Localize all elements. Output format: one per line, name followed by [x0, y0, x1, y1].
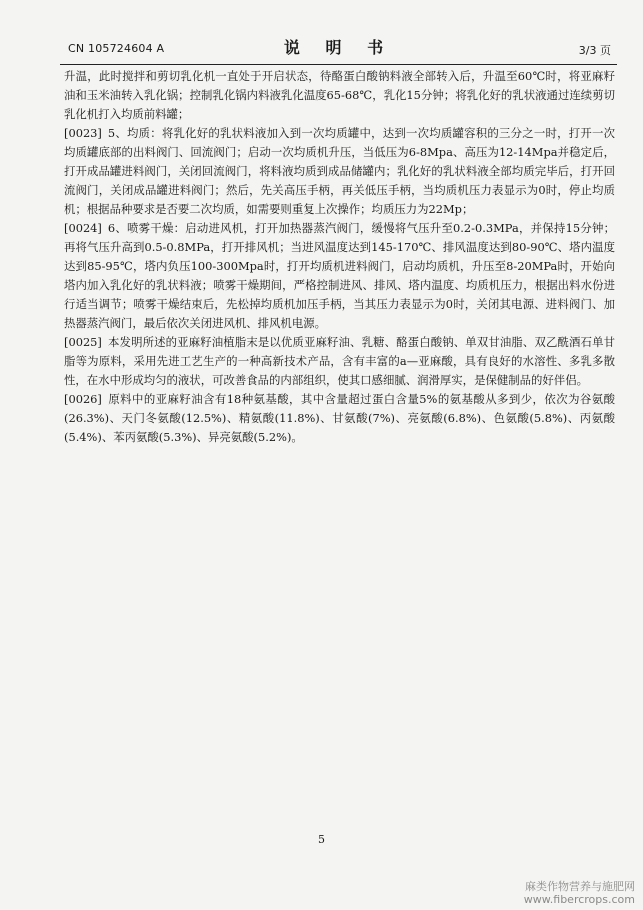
page-counter: 3/3 页 — [578, 44, 611, 57]
document-title: 说 明 书 — [283, 38, 394, 57]
paragraph-number: [0023] — [64, 126, 102, 140]
paragraph-text: 6、喷雾干燥：启动进风机，打开加热器蒸汽阀门，缓慢将气压升至0.2-0.3MPa，并保持15分钟；再将气压升高到0.5-0.8MPa，打开排风机；当进风温度达到145-170℃、排风温度达到80-90℃、塔内温度达到85-95℃，塔内负压100-300Mpa时，打开均质机进料阀门，启动均质机，升压至8-20MPa时，开始向塔内加入乳化好的乳状料液；喷雾干燥期间，严格控制进风、排风、塔内温度、均质机压力，根据出料水份进行适当调节；喷雾干燥结束后，先松掉均质机加压手柄，当其压力表显示为0时，关闭其电源、进料阀门、加热器蒸汽阀门，最后依次关闭进风机、排风机电源。 — [64, 221, 615, 330]
paragraph-0024 — [64, 219, 615, 333]
page-header — [60, 30, 617, 65]
watermark-url: www.fibercrops.com — [523, 893, 635, 906]
paragraph-text: 5、均质：将乳化好的乳状料液加入到一次均质罐中，达到一次均质罐容积的三分之一时，打开一次均质罐底部的出料阀门、回流阀门；启动一次均质机升压，当低压为6-8Mpa、高压为12-14Mpa并稳定后，打开成品罐进料阀门，关闭回流阀门，将料液均质到成品储罐内；乳化好的乳状料液全部均质完毕后，打开回流阀门，关闭成品罐进料阀门；然后，先关高压手柄，再关低压手柄，当均质机压力表显示为0时，停止均质机；根据品种要求是否要二次均质，如需要则重复上次操作；均质压力为22Mp； — [64, 126, 615, 216]
paragraph-text: 升温，此时搅拌和剪切乳化机一直处于开启状态，待酪蛋白酸钠料液全部转入后，升温至60℃时，将亚麻籽油和玉米油转入乳化锅；控制乳化锅内料液乳化温度65-68℃，乳化15分钟；将乳化好的乳状液通过连续剪切乳化机打入均质前料罐； — [64, 69, 615, 121]
paragraph-continuation — [64, 67, 615, 124]
paragraph-0026 — [64, 390, 615, 447]
site-watermark — [524, 880, 635, 906]
paragraph-text: 原料中的亚麻籽油含有18种氨基酸，其中含量超过蛋白含量5%的氨基酸从多到少，依次为谷氨酸(26.3%)、天门冬氨酸(12.5%)、精氨酸(11.8%)、甘氨酸(7%)、亮氨酸(6.8%)、色氨酸(5.8%)、丙氨酸(5.4%)、苯丙氨酸(5.3%)、异亮氨酸(5.2%)。 — [64, 392, 615, 444]
publication-number: CN 105724604 A — [68, 42, 165, 55]
paragraph-0023 — [64, 124, 615, 219]
document-body — [64, 67, 615, 447]
paragraph-number: [0024] — [64, 221, 102, 235]
paragraph-number: [0026] — [64, 392, 102, 406]
paragraph-text: 本发明所述的亚麻籽油植脂末是以优质亚麻籽油、乳糖、酪蛋白酸钠、单双甘油脂、双乙酰酒石单甘脂等为原料，采用先进工艺生产的一种高新技术产品，含有丰富的a—亚麻酸，具有良好的水溶性、多乳多散性，在水中形成均匀的液状，可改善食品的内部组织，使其口感细腻、润滑厚实，是保健制品的好伴侣。 — [64, 335, 615, 387]
paragraph-0025 — [64, 333, 615, 390]
page-number: 5 — [318, 833, 325, 846]
paragraph-number: [0025] — [64, 335, 102, 349]
watermark-title: 麻类作物营养与施肥网 — [525, 880, 635, 893]
